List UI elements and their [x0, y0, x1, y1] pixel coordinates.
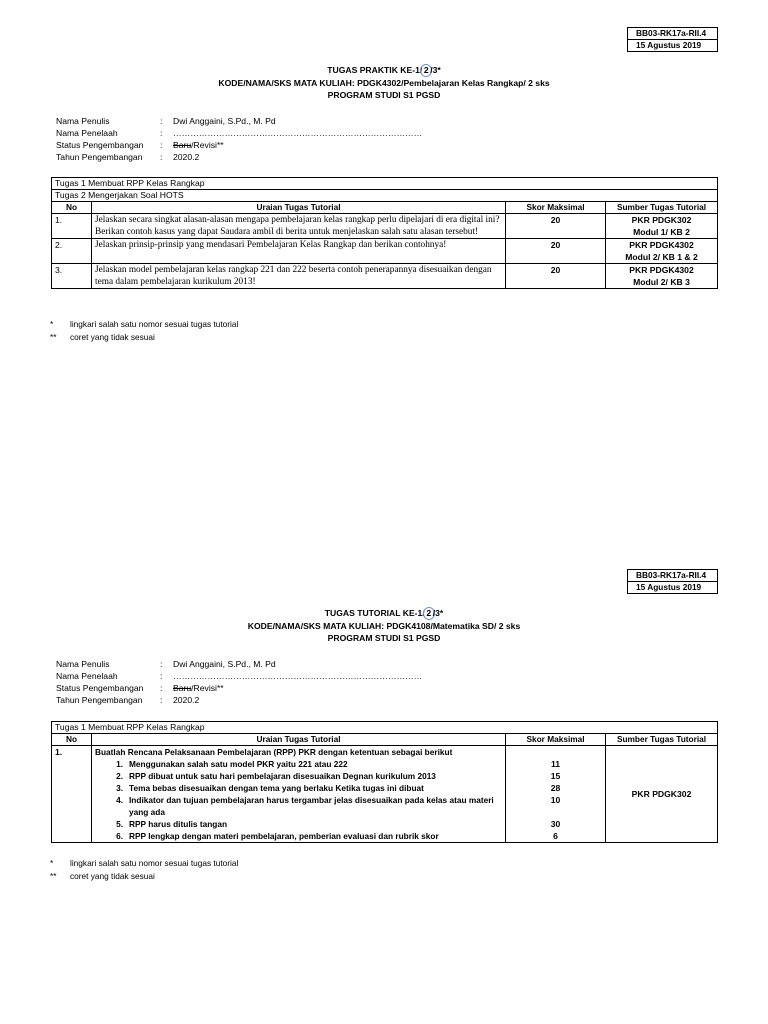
footnote: * lingkari salah satu nomor sesuai tugas tutorial — [50, 858, 239, 868]
meta-row-penelaah: Nama Penelaah : …………………………………………………………………………… — [56, 128, 423, 138]
struck-text: Baru — [173, 683, 192, 693]
meta-info — [56, 658, 556, 706]
page-title — [0, 64, 768, 101]
header-skor: Skor Maksimal — [506, 202, 606, 214]
header-sumber: Sumber Tugas Tutorial — [606, 202, 718, 214]
document-date: 15 Agustus 2019 — [628, 39, 717, 51]
footnote: ** coret yang tidak sesuai — [50, 871, 155, 881]
table-header — [52, 734, 718, 746]
course-line: KODE/NAMA/SKS MATA KULIAH: PDGK4108/Matematika SD/ 2 sks — [247, 621, 521, 631]
program-line: PROGRAM STUDI S1 PGSD — [327, 633, 441, 643]
title-line-1: TUGAS PRAKTIK KE-1/ 2 /3* — [327, 65, 441, 75]
document-date: 15 Agustus 2019 — [628, 581, 717, 593]
page-title — [0, 607, 768, 644]
meta-info — [56, 115, 556, 163]
task-table — [51, 721, 718, 843]
document-code: BB03-RK17a-RII.4 — [636, 570, 707, 580]
score-column: 11 15 28 10 30 6 — [506, 746, 606, 843]
table-row: 3. Jelaskan model pembelajaran kelas rangkap 221 dan 222 beserta contoh penerapannya disesuaikan dengan tema dalam pembelajaran kurikulum 2013! 20 PKR PDGK4302 Modul 2/ KB 3 — [52, 264, 718, 289]
header-skor: Skor Maksimal — [506, 734, 606, 746]
meta-row-penulis: Nama Penulis : Dwi Anggaini, S.Pd., M. Pd — [56, 116, 276, 126]
header-no: No — [52, 202, 92, 214]
meta-row-status: Status Pengembangan : Baru/Revisi** — [56, 683, 224, 693]
document-code-box — [627, 27, 718, 52]
circled-number: 2 — [420, 64, 432, 77]
struck-text: Baru — [173, 140, 192, 150]
title-line-1: TUGAS TUTORIAL KE-1/ 2 /3* — [324, 608, 444, 618]
list-item: 1. Menggunakan salah satu model PKR yaitu 221 atau 222 — [116, 759, 348, 769]
footnote: ** coret yang tidak sesuai — [50, 332, 155, 342]
meta-row-penelaah: Nama Penelaah : …………………………………………………………………………… — [56, 671, 423, 681]
meta-row-penulis: Nama Penulis : Dwi Anggaini, S.Pd., M. Pd — [56, 659, 276, 669]
meta-row-tahun: Tahun Pengembangan : 2020.2 — [56, 695, 200, 705]
table-row: 2. Jelaskan prinsip-prinsip yang mendasari Pembelajaran Kelas Rangkap dan berikan contohnya! 20 PKR PDGK4302 Modul 2/ KB 1 & 2 — [52, 239, 718, 264]
footnotes — [50, 857, 238, 883]
footnotes — [50, 318, 238, 344]
list-item: 6. RPP lengkap dengan materi pembelajaran, pemberian evaluasi dan rubrik skor — [116, 831, 439, 841]
list-item: 3. Tema bebas disesuaikan dengan tema yang berlaku Ketika tugas ini dibuat — [116, 783, 424, 793]
task-intro: Buatlah Rencana Pelaksanaan Pembelajaran (RPP) PKR dengan ketentuan sebagai berikut — [95, 747, 453, 757]
header-uraian: Uraian Tugas Tutorial — [92, 202, 506, 214]
course-line: KODE/NAMA/SKS MATA KULIAH: PDGK4302/Pembelajaran Kelas Rangkap/ 2 sks — [218, 78, 550, 88]
footnote: * lingkari salah satu nomor sesuai tugas tutorial — [50, 319, 239, 329]
table-header — [52, 202, 718, 214]
document-code: BB03-RK17a-RII.4 — [636, 28, 707, 38]
header-uraian: Uraian Tugas Tutorial — [92, 734, 506, 746]
program-line: PROGRAM STUDI S1 PGSD — [327, 90, 441, 100]
meta-row-tahun: Tahun Pengembangan : 2020.2 — [56, 152, 200, 162]
task-title-1: Tugas 1 Membuat RPP Kelas Rangkap — [52, 178, 718, 190]
meta-row-status: Status Pengembangan : Baru/Revisi** — [56, 140, 224, 150]
list-item: 4. Indikator dan tujuan pembelajaran harus tergambar jelas disesuaikan pada kelas atau materi yang ada — [116, 795, 494, 817]
document-code-box — [627, 569, 718, 594]
list-item: 2. RPP dibuat untuk satu hari pembelajaran disesuaikan Degnan kurikulum 2013 — [116, 771, 436, 781]
header-no: No — [52, 734, 92, 746]
task-title-1: Tugas 1 Membuat RPP Kelas Rangkap — [52, 722, 718, 734]
circled-number: 2 — [423, 607, 435, 620]
task-title-2: Tugas 2 Mengerjakan Soal HOTS — [52, 190, 718, 202]
table-row: 1. Jelaskan secara singkat alasan-alasan mengapa pembelajaran kelas rangkap perlu dipelajari di era digital ini? Berikan contoh kasus yang dapat Saudara ambil di berita untuk menjelaskan salah satu alasan tersebut! 20 PKR PDGK302 Modul 1/ KB 2 — [52, 214, 718, 239]
header-sumber: Sumber Tugas Tutorial — [606, 734, 718, 746]
task-table — [51, 177, 718, 289]
table-row: 1. Buatlah Rencana Pelaksanaan Pembelajaran (RPP) PKR dengan ketentuan sebagai berikut 1. Menggunakan salah satu model PKR yaitu 221 atau 222 2. RPP dibuat untuk satu hari pembelajaran disesuaikan Degnan kurikulum 2013 3. Tema bebas disesuaikan dengan tema yang berlaku Ketika tugas ini dibuat 4. Indikator dan tujuan pembelajaran harus tergambar jelas disesuaikan pada kelas atau materi yang ada 5. RPP harus ditulis tangan 6. RPP lengkap dengan materi pembelajaran, pemberian evaluasi dan rubrik skor 11 15 28 10 30 6 PKR PDGK302 — [52, 746, 718, 843]
list-item: 5. RPP harus ditulis tangan — [116, 819, 228, 829]
source-cell: PKR PDGK302 — [606, 746, 718, 843]
